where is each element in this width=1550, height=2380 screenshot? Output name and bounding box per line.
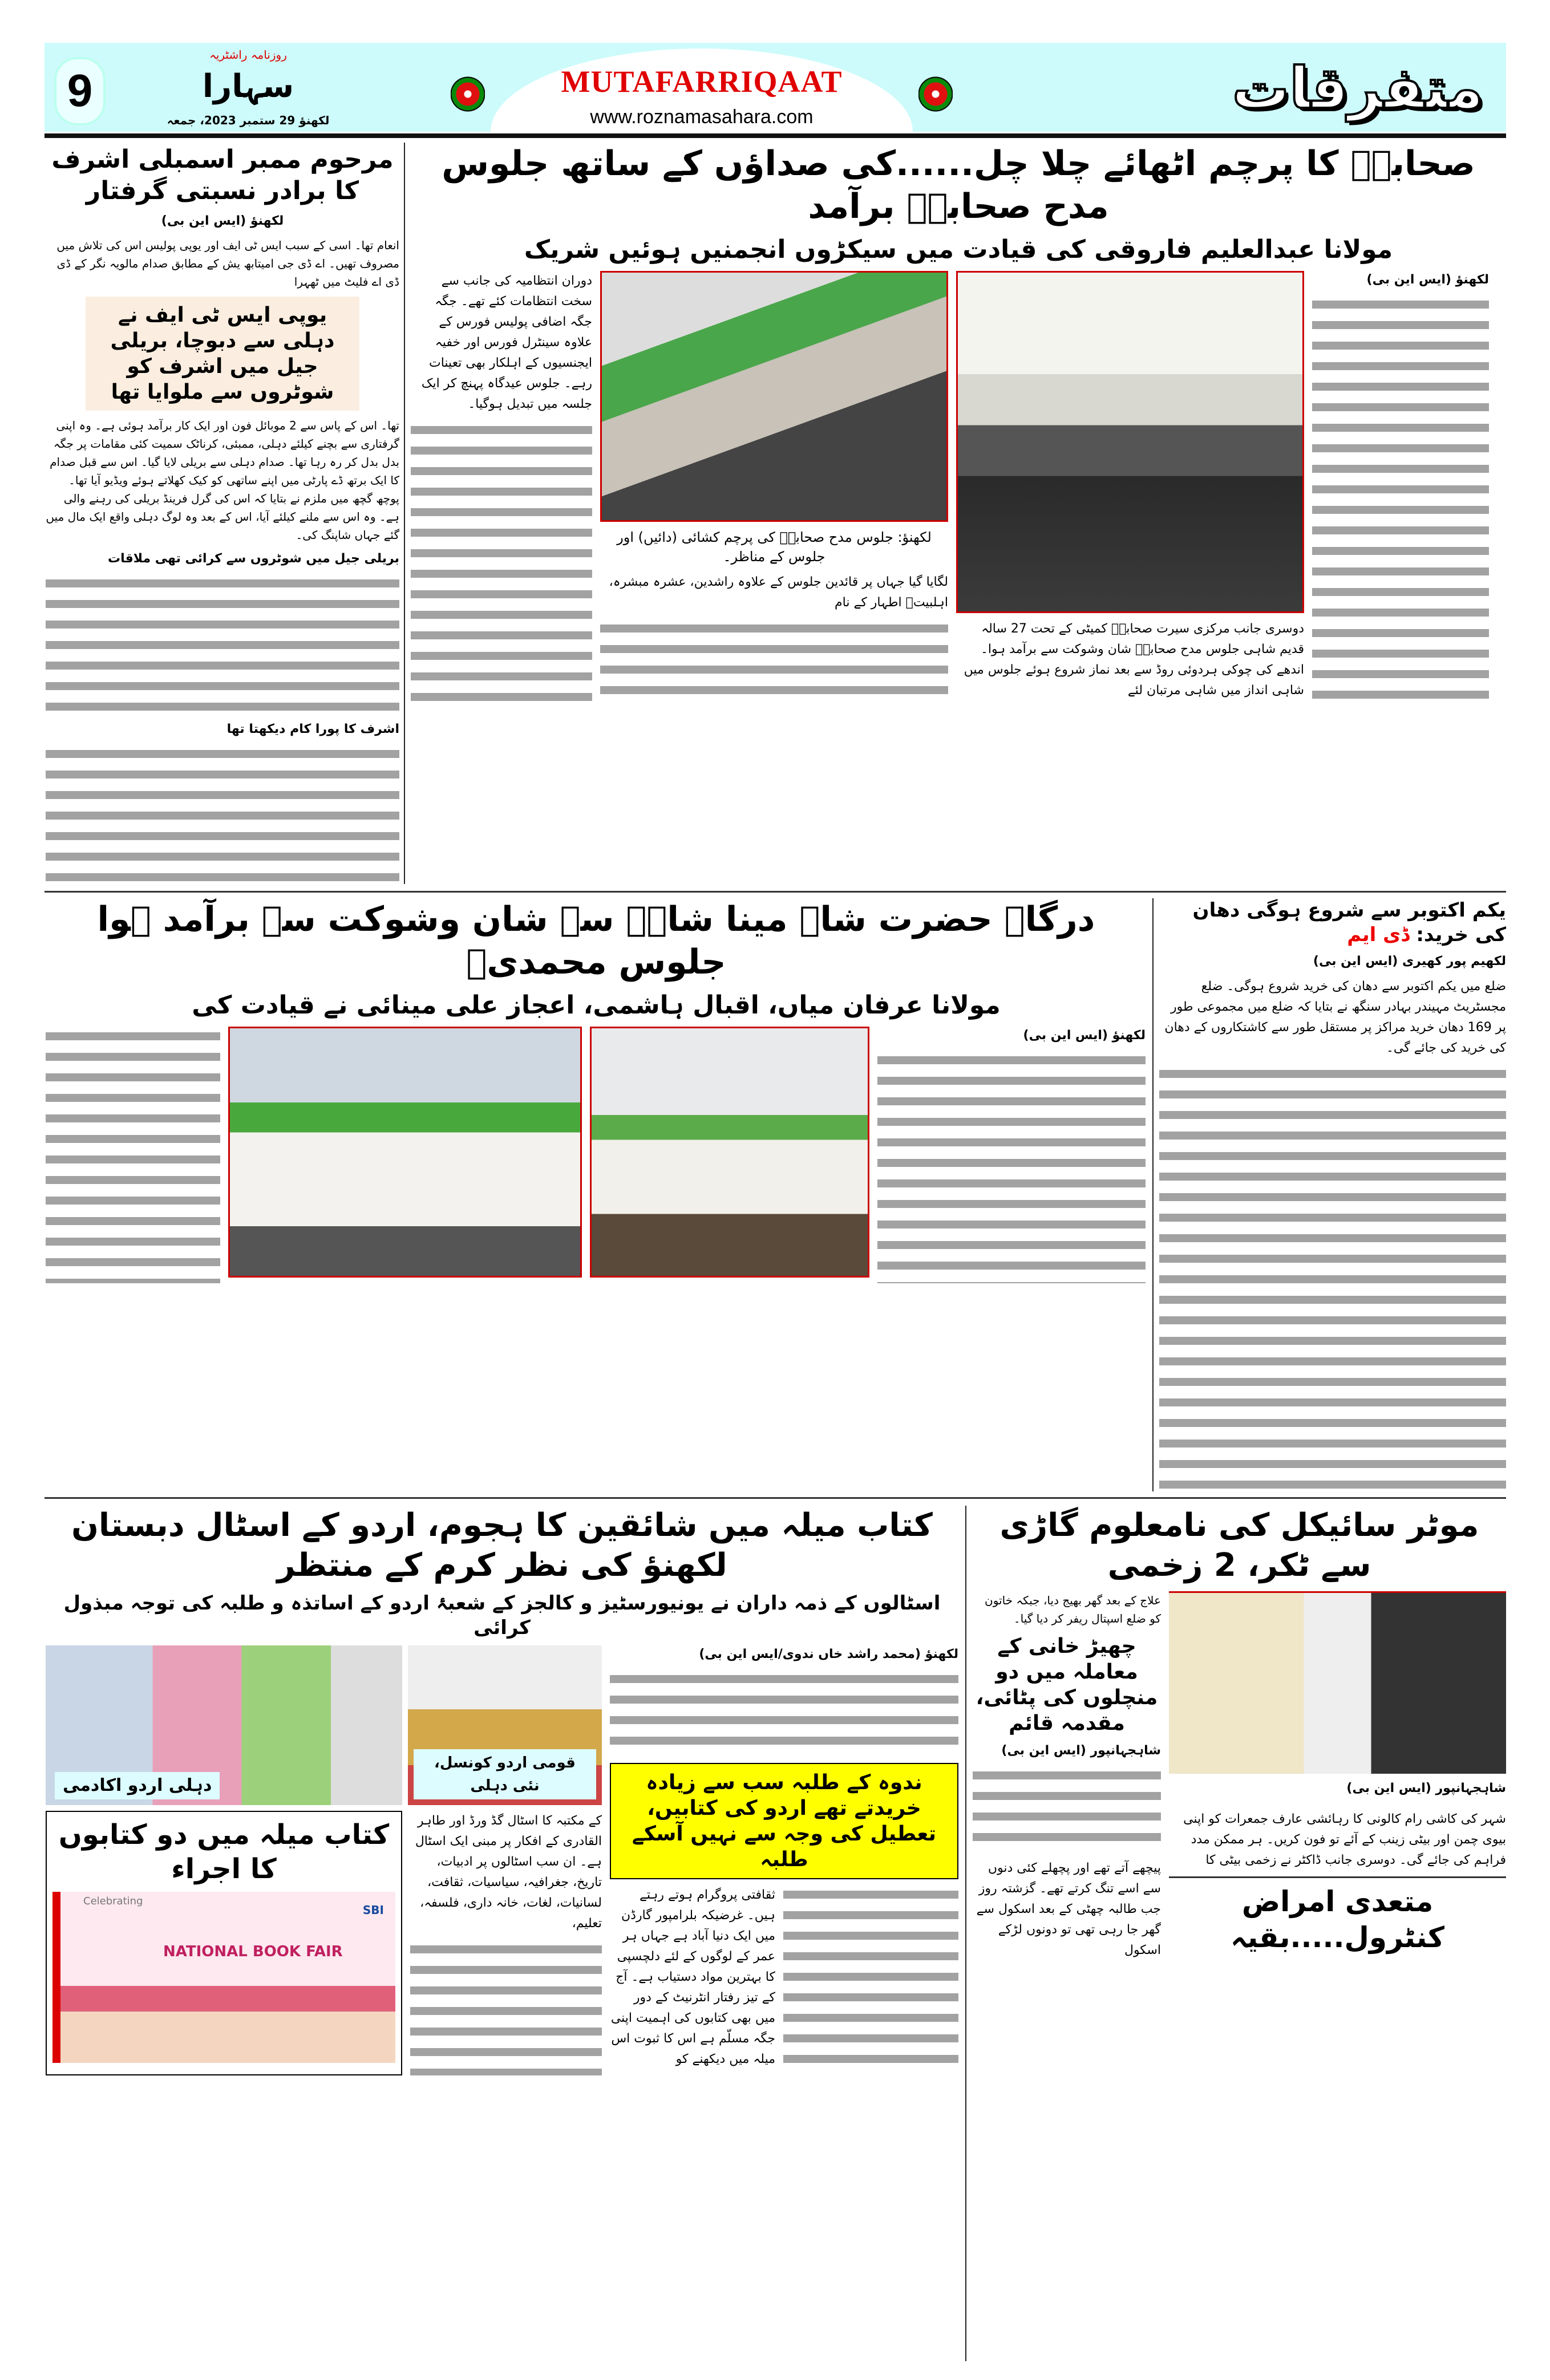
dateline: لکھنؤ (ایس این بی) [161,214,284,228]
bottom-left-body-0: کے مکتبہ کا اسٹال گڈ ورڈ اور طاہر القادری کے افکار پر مبنی ایک اسٹال ہے۔ ان سب اسٹالوں پر ادبیات، تاریخ، جغرافیہ، سیاسیات، ثقافت، لسانیات، لغات، خانہ داری، فلسفہ، تعلیم، [415,1814,602,1931]
section-divider [44,891,1506,893]
column [610,1645,958,2075]
photo-caption: لکھنؤ: جلوس مدح صحابہؓ کی پرچم کشائی (دائیں) اور جلوس کے مناظر۔ [617,529,932,565]
date-line: لکھنؤ 29 ستمبر 2023، جمعہ [167,113,330,127]
book-launch-photo [52,1892,395,2063]
procession-flag-hoisting-photo [956,271,1304,613]
sbi-logo: SBI [362,1903,384,1917]
top-story [411,143,1506,885]
paper-logo: سہارا [202,68,294,105]
column-divider [404,143,405,884]
dateline: لکھنؤ (محمد راشد خاں ندوی/ایس این بی) [699,1647,958,1661]
middle-story [46,898,1147,1491]
julus-leaders-photo [590,1027,869,1278]
left-story-body-1: تھا۔ اس کے پاس سے 2 موبائل فون اور ایک کار برآمد ہوئی ہے۔ وہ اپنی گرفتاری سے بچنے کیلئے دہلی، ممبئی، کرناٹک سمیت کئی مقامات پر جگہ بدل بدل کر رہ رہا تھا۔ صدام دہلی سے بریلی لایا گیا۔ اس سے قبل صدام کا ایک برتھ ڈے پارٹی میں اپنے ساتھی کو کیک کھلاتے ہوئے ویڈیو آیا تھا۔ پوچھ گچھ میں ملزم نے بتایا کہ اس کی گرل فرینڈ بریلی کی رہنے والی ہے۔ وہ اس سے ملنے کیلئے آیا، اس کے بعد وہ لوگ دہلی واقع ایک مال میں گئے جہاں شاپنگ کی۔ [46,419,399,542]
column [956,271,1304,707]
book-launch-box [46,1811,402,2075]
text-column [783,1885,958,2075]
bottom-left-body-1: ثقافتی پروگرام ہوتے رہتے ہیں۔ غرضیکہ بلرامپور گارڈن میں ایک دنیا آباد ہے جہاں ہر عمر کے لوگوں کے لئے دلچسپی کا بہترین مواد دستیاب ہے۔ آج کے تیز رفتار انٹرنیٹ کے دور میں بھی کتابوں کی اہمیت اپنی جگہ مسلّم ہے اس کا ثبوت اس میلہ میں دیکھنے کو [610,1888,775,2066]
text-column [46,1027,220,1283]
column [590,1027,869,1283]
top-subheadline: مولانا عبدالعلیم فاروقی کی قیادت میں سیکڑوں انجمنیں ہوئیں شریک [524,235,1393,264]
sub-story-body: پیچھے آتے تھے اور پچھلے کئی دنوں سے اسے تنگ کرتے تھے۔ گزشتہ روز جب طالبہ چھٹی کے بعد اسکول سے گھر جا رہی تھی تو دونوں لڑکے اسکول [976,1861,1161,1957]
text-column [1312,295,1489,707]
bottom-right-stories [973,1506,1506,2361]
intro-text: علاج کے بعد گھر بھیج دیا، جبکہ خاتون کو ضلع اسپتال ریفر کر دیا گیا۔ [985,1594,1161,1625]
left-story-subhead: بریلی جیل میں شوٹروں سے کرائی تھی ملاقات [108,552,399,566]
dateline: لکھیم پور کھیری (ایس این بی) [1313,954,1506,968]
website-link[interactable]: www.roznamasahara.com [590,106,814,128]
dateline: لکھنؤ (ایس این بی) [1366,273,1489,287]
text-column [411,420,592,707]
column [783,1885,958,2075]
column [1169,1591,1506,1961]
section-divider [44,1497,1506,1499]
qaumi-urdu-council-stall-photo [408,1645,602,1805]
side-story [1159,898,1506,1491]
page-number: 9 [54,57,106,125]
continued-headline: متعدی امراض کنٹرول.....بقیہ [1231,1885,1444,1954]
lower-columns [46,1811,602,2075]
book-fair-story [46,1506,958,2361]
text-column [410,1940,602,2075]
left-story-headline: مرحوم ممبر اسمبلی اشرف کا برادر نسبتی گرفتار [51,145,394,205]
stall-photos [46,1645,602,1805]
book-fair-columns [46,1645,958,2075]
header-rule [44,133,1506,138]
bottom-right-headline: موٹر سائیکل کی نامعلوم گاڑی سے ٹکر، 2 زخمی [999,1507,1479,1584]
text-column [610,1669,958,1757]
book-launch-headline: کتاب میلہ میں دو کتابوں کا اجراء [58,1819,390,1885]
left-story [46,144,399,885]
bottom-right-columns [973,1591,1506,1961]
julus-procession-photo [228,1027,582,1278]
section-title-en: MUTAFARRIQAAT [561,64,843,99]
banner-text: Celebrating [83,1895,143,1907]
column [600,271,948,707]
column [610,1885,775,2075]
bottom-left-subheadline: اسٹالوں کے ذمہ داران نے یونیورسٹیز و کالجز کے شعبۂ اردو کے اساتذہ و طلبہ کی توجہ مبذول کرائی [63,1592,941,1639]
procession-photo [600,271,948,522]
sub-story-headline: چھیڑ خانی کے معاملہ میں دو منچلوں کی پٹائی، مقدمہ قائم [976,1635,1158,1735]
starburst-icon [451,50,485,130]
top-headline: صحابہؓ کا پرچم اٹھائے چلا چل......کی صداؤں کے ساتھ جلوس مدح صحابہؓ برآمد [442,144,1475,226]
photo-label: قومی اردو کونسل، نئی دہلی [414,1749,596,1799]
side-headline [1159,898,1506,947]
column [46,1645,602,2075]
injured-victims-photo [1169,1591,1506,1774]
text-column [46,574,399,715]
column-divider [1152,898,1154,1491]
delhi-urdu-academy-stall-photo [46,1645,402,1805]
bottom-left-headline: کتاب میلہ میں شائقین کا ہجوم، اردو کے اسٹال دبستان لکھنؤ کی نظر کرم کے منتظر [71,1507,933,1584]
side-headline-accent: ڈی ایم [1347,923,1410,946]
top-body-1: دوسری جانب مرکزی سیرت صحابہؓ کمیٹی کے تحت 27 سالہ قدیم شاہی جلوس مدح صحابہؓ شان وشوکت سے برآمد ہوا۔ اندھے کی چوکی ہردوئی روڈ سے بعد نماز شروع ہوئے جلوس میں شاہی انداز میں شاہی مرتبان لئے [964,622,1304,698]
text-column [877,1051,1146,1283]
starburst-icon [918,50,953,130]
side-body: ضلع میں یکم اکتوبر سے دھان کی خرید شروع ہوگی۔ ضلع مجسٹریٹ مہیندر بہادر سنگھ نے بتایا کہ ضلع میں مجموعی طور پر 169 دھان خرید مراکز پر مستقل طور سے کاشتکاروں کے دھان کی خرید کی جائے گی۔ [1164,979,1506,1055]
photo-label: دہلی اردو اکادمی [55,1772,220,1799]
column [46,1027,220,1283]
dateline: لکھنؤ (ایس این بی) [1023,1028,1146,1043]
text-column [600,619,948,707]
dateline: شاہجہانپور (ایس این بی) [1001,1744,1161,1758]
middle-headline: درگاہ حضرت شاہ مینا شاہؒ سے شان وشوکت سے برآمد ہوا جلوس محمدیؐ [97,899,1095,982]
column [411,271,592,707]
pull-quote: یوپی ایس ٹی ایف نے دہلی سے دبوچا، بریلی جیل میں اشرف کو شوٹروں سے ملوایا تھا [86,297,359,411]
divider [1169,1876,1506,1878]
side-headline-text: یکم اکتوبر سے شروع ہوگی دھان کی خرید: [1192,899,1506,946]
column [410,1811,602,2075]
text-column [46,744,399,885]
column [228,1027,582,1283]
banner-text: NATIONAL BOOK FAIR [163,1943,343,1960]
column-divider [965,1506,966,2361]
dateline: شاہجہانپور (ایس این بی) [1346,1781,1506,1795]
lower-columns [610,1885,958,2075]
paper-tagline: روزنامہ راشٹریہ [209,48,287,62]
text-column [1159,1064,1506,1491]
middle-subheadline: مولانا عرفان میاں، اقبال ہاشمی، اعجاز علی مینائی نے قیادت کی [192,991,1001,1020]
left-story-subhead: اشرف کا پورا کام دیکھتا تھا [226,722,399,736]
accident-body: شہر کی کاشی رام کالونی کا رہائشی عارف جمعرات کو اپنی بیوی چمن اور بیٹی زینب کے آئے تو فون کریں۔ ہر ممکن مدد فراہم کی جائے گی۔ دوسری جانب ڈاکٹر نے زخمی بیٹی کا [1183,1812,1506,1867]
left-story-body-0: انعام تھا۔ اسی کے سبب ایس ٹی ایف اور یوپی پولیس اس کی تلاش میں مصروف تھیں۔ اے ڈی جی امیتابھ یش کے مطابق صدام مالویہ نگر کے ڈی ڈی اے فلیٹ میں ٹھہرا [56,238,399,289]
top-columns [411,271,1506,707]
middle-columns [46,1027,1147,1283]
column [973,1591,1161,1961]
yellow-highlight-box: ندوہ کے طلبہ سب سے زیادہ خریدتے تھے اردو کی کتابیں، تعطیل کی وجہ سے نہیں آسکے طلبہ [610,1763,958,1879]
text-column [973,1766,1161,1852]
top-body-2: لگایا گیا جہاں پر قائدین جلوس کے علاوہ راشدین، عشرہ مبشرہ، اہلبیتؓ اطہار کے نام [609,575,948,610]
column [877,1027,1146,1283]
section-title-ur: متفرقات [1232,55,1484,121]
top-body-0: دوران انتظامیہ کی جانب سے سخت انتظامات کئے تھے۔ جگہ جگہ اضافی پولیس فورس کے علاوہ سینٹرل فورس اور خفیہ ایجنسیوں کے اہلکار بھی تعینات رہے۔ جلوس عیدگاہ پہنچ کر ایک جلسہ میں تبدیل ہوگیا۔ [421,274,592,411]
column [1312,271,1489,707]
